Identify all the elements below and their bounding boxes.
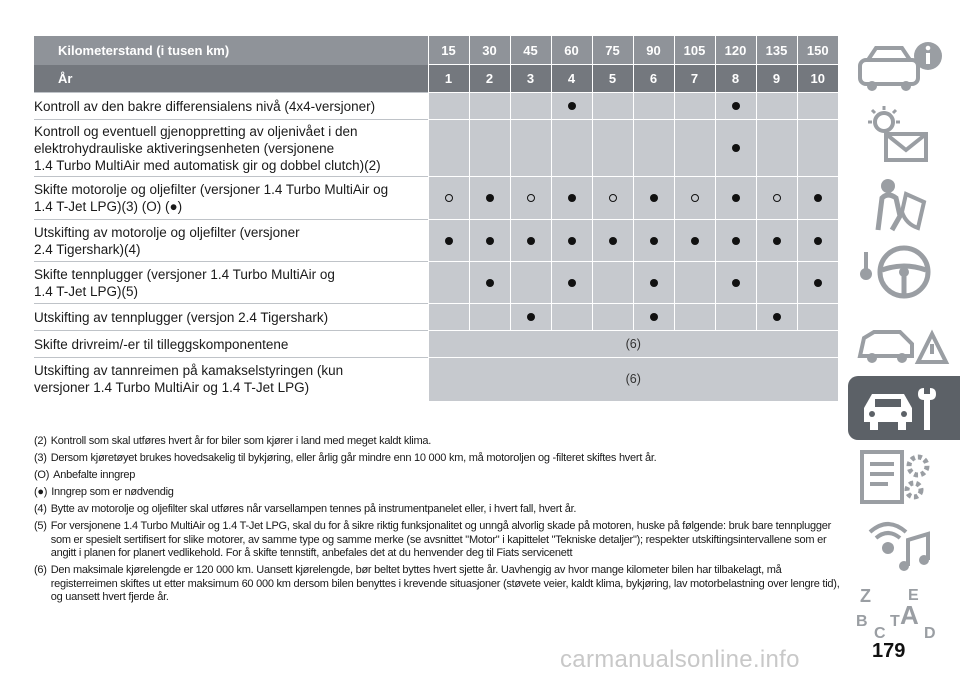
index-letter: C <box>874 625 886 642</box>
schedule-row <box>34 220 838 262</box>
interval-cell <box>551 262 592 304</box>
sidebar-item-multimedia[interactable] <box>848 512 960 576</box>
interval-cell <box>715 93 756 120</box>
footnote <box>34 520 844 561</box>
interval-cell <box>469 220 510 262</box>
interval-cell <box>674 262 715 304</box>
footnote-text: Dersom kjøretøyet brukes hovedsakelig til bykjøring, eller årlig går mindre enn 10 000 km, må motoroljen og -filteret skiftes hvert år. <box>50 452 657 464</box>
operation-description <box>34 358 428 401</box>
maintenance-icon <box>848 376 960 440</box>
interval-cell <box>633 177 674 220</box>
interval-cell <box>428 220 469 262</box>
footnote-marker: (6) <box>34 564 47 576</box>
footnote <box>34 486 844 500</box>
footnote <box>34 503 844 517</box>
description-line: 2.4 Tigershark)(4) <box>34 241 141 257</box>
interval-cell <box>428 120 469 177</box>
year-header-cell: 3 <box>510 65 551 93</box>
interval-cell <box>674 177 715 220</box>
description-line: Skifte tennplugger (versjoner 1.4 Turbo MultiAir og <box>34 266 335 282</box>
interval-cell <box>428 262 469 304</box>
operation-description <box>34 220 428 262</box>
index-icon <box>848 580 960 644</box>
interval-cell <box>510 120 551 177</box>
schedule-body <box>34 93 838 401</box>
interval-cell <box>592 304 633 331</box>
footnote <box>34 435 844 449</box>
schedule-row <box>34 262 838 304</box>
recommended-mark <box>773 194 781 202</box>
index-letter: T <box>890 613 900 630</box>
interval-cell <box>592 93 633 120</box>
recommended-mark <box>445 194 453 202</box>
interval-cell <box>510 304 551 331</box>
mileage-header-cell: 60 <box>551 36 592 65</box>
description-line: Kontroll av den bakre differensialens nivå (4x4-versjoner) <box>34 98 376 114</box>
interval-cell <box>797 262 838 304</box>
footnote-marker: (5) <box>34 520 47 532</box>
safety-icon <box>848 172 960 236</box>
interval-cell <box>633 262 674 304</box>
description-line: Utskifting av motorolje og oljefilter (versjoner <box>34 224 300 240</box>
year-header-cell: 5 <box>592 65 633 93</box>
interval-cell <box>592 220 633 262</box>
footnote-text: Anbefalte inngrep <box>53 469 136 481</box>
interval-cell <box>797 177 838 220</box>
operation-description <box>34 177 428 220</box>
required-mark <box>486 279 494 287</box>
interval-cell <box>756 304 797 331</box>
description-line: versjoner 1.4 Turbo MultiAir og 1.4 T-Jet LPG) <box>34 380 310 396</box>
required-mark <box>773 313 781 321</box>
footnote-text: Kontroll som skal utføres hvert år for biler som kjører i land med meget kaldt klima. <box>50 435 432 447</box>
year-header-cell: 6 <box>633 65 674 93</box>
interval-cell <box>756 120 797 177</box>
sidebar-item-maintenance[interactable] <box>848 376 960 440</box>
required-mark <box>568 237 576 245</box>
interval-cell <box>469 93 510 120</box>
operation-description <box>34 331 428 358</box>
required-mark <box>814 194 822 202</box>
interval-cell <box>592 120 633 177</box>
year-header-cell: 2 <box>469 65 510 93</box>
footnote-marker: (3) <box>34 452 47 464</box>
description-line: Skifte drivreim/-er til tilleggskomponentene <box>34 336 289 352</box>
interval-cell <box>592 262 633 304</box>
interval-cell <box>797 304 838 331</box>
interval-cell <box>551 177 592 220</box>
chapter-sidebar <box>848 36 960 660</box>
operation-description <box>34 120 428 177</box>
interval-cell <box>551 304 592 331</box>
multimedia-icon <box>848 512 960 576</box>
schedule-row <box>34 358 838 401</box>
interval-cell <box>510 93 551 120</box>
index-letter: D <box>924 625 936 642</box>
required-mark <box>445 237 453 245</box>
required-mark <box>732 102 740 110</box>
required-mark <box>527 237 535 245</box>
required-mark <box>650 313 658 321</box>
sidebar-item-index[interactable] <box>848 580 960 644</box>
required-mark <box>650 279 658 287</box>
interval-note-cell: (6) <box>428 358 838 401</box>
interval-cell <box>756 220 797 262</box>
schedule-row <box>34 93 838 120</box>
required-mark <box>527 313 535 321</box>
description-line: Kontroll og eventuell gjenoppretting av oljenivået i den <box>34 123 358 139</box>
footnote <box>34 564 844 605</box>
interval-cell <box>469 120 510 177</box>
required-mark <box>568 194 576 202</box>
required-mark <box>732 144 740 152</box>
interval-cell <box>592 177 633 220</box>
mileage-header-cell: 45 <box>510 36 551 65</box>
footnote-text: For versjonene 1.4 Turbo MultiAir og 1.4 T-Jet LPG, skal du for å sikre riktig funksjonalitet og unngå alvorlig skade på motoren, huske på følgende: bruk bare tennplugger som er spesielt sertifisert for slike motorer, av samme type og samme merke (se avsnittet "Motor" i kapittelet "Tekniske detaljer"); respekter utskiftingsintervallene som er angitt i planen for planert vedlikehold. For å skifte tennstift, anbefales det at du henvender deg til Fiats servicenett <box>50 520 832 559</box>
sidebar-item-safety[interactable] <box>848 172 960 236</box>
operation-description <box>34 262 428 304</box>
interval-cell <box>428 177 469 220</box>
footnote <box>34 469 844 483</box>
mileage-header-cell: 150 <box>797 36 838 65</box>
interval-cell <box>715 262 756 304</box>
interval-cell <box>633 93 674 120</box>
mileage-header-cell: 105 <box>674 36 715 65</box>
interval-cell <box>674 220 715 262</box>
year-header-cell: 9 <box>756 65 797 93</box>
car-info-icon <box>848 36 960 100</box>
schedule-row <box>34 304 838 331</box>
mileage-header-row <box>34 36 838 65</box>
year-header-row <box>34 65 838 93</box>
mileage-header-cell: 90 <box>633 36 674 65</box>
footnotes <box>34 435 844 608</box>
interval-cell <box>469 262 510 304</box>
interval-cell <box>674 93 715 120</box>
interval-cell <box>715 177 756 220</box>
required-mark <box>486 194 494 202</box>
description-line: 1.4 T-Jet LPG)(3) (O) (●) <box>34 199 183 214</box>
emergency-icon <box>848 308 960 372</box>
interval-cell <box>469 304 510 331</box>
interval-cell <box>551 120 592 177</box>
interval-cell <box>633 220 674 262</box>
required-mark <box>650 194 658 202</box>
interval-cell <box>428 93 469 120</box>
year-header-cell: 10 <box>797 65 838 93</box>
sidebar-item-car-info[interactable] <box>848 36 960 100</box>
interval-cell <box>797 93 838 120</box>
required-mark <box>486 237 494 245</box>
interval-cell <box>756 93 797 120</box>
steering-wheel-icon <box>848 240 960 304</box>
footnote-text: Den maksimale kjørelengde er 120 000 km. Uansett kjørelengde, bør beltet byttes hvert sjette år. Uavhengig av hvor mange kilometer bilen har tilbakelagt, må registerreimen skiftes ut etter maksimum 60 000 km dersom bilen benyttes i krevende situasjoner (støvete veier, kaldt klima, bykjøring, lav motorbelastning over lengre tid), og uansett hvert fjerde år. <box>50 564 840 603</box>
mileage-header-cell: 30 <box>469 36 510 65</box>
required-mark <box>650 237 658 245</box>
description-line: Utskifting av tennplugger (versjon 2.4 Tigershark) <box>34 309 329 325</box>
interval-cell <box>797 120 838 177</box>
mileage-header-label: Kilometerstand (i tusen km) <box>34 36 428 65</box>
required-mark <box>732 237 740 245</box>
page-number: 179 <box>872 640 906 662</box>
recommended-mark <box>691 194 699 202</box>
mileage-header-cell: 120 <box>715 36 756 65</box>
description-line: 1.4 T-Jet LPG)(5) <box>34 283 139 299</box>
description-line: 1.4 Turbo MultiAir med automatisk gir og dobbel clutch)(2) <box>34 157 381 173</box>
interval-cell <box>510 262 551 304</box>
interval-note-cell: (6) <box>428 331 838 358</box>
description-line: Utskifting av tannreimen på kamakselstyringen (kun <box>34 363 344 379</box>
interval-cell <box>715 120 756 177</box>
required-mark <box>814 279 822 287</box>
year-header-cell: 8 <box>715 65 756 93</box>
year-header-cell: 7 <box>674 65 715 93</box>
interval-cell <box>551 220 592 262</box>
interval-cell <box>756 177 797 220</box>
index-letter: E <box>908 587 919 604</box>
interval-cell <box>633 304 674 331</box>
sidebar-item-warning-lights[interactable] <box>848 104 960 168</box>
operation-description <box>34 93 428 120</box>
sidebar-item-driving[interactable] <box>848 240 960 304</box>
interval-cell <box>756 262 797 304</box>
interval-cell <box>715 304 756 331</box>
required-mark <box>732 279 740 287</box>
operation-description <box>34 304 428 331</box>
index-letter: Z <box>860 586 871 606</box>
footnote-marker: (O) <box>34 469 50 481</box>
required-mark <box>609 237 617 245</box>
interval-cell <box>674 304 715 331</box>
interval-cell <box>715 220 756 262</box>
description-line: elektrohydrauliske aktiveringsenheten (versjonene <box>34 140 335 156</box>
interval-cell <box>551 93 592 120</box>
index-letter: A <box>900 600 919 630</box>
required-mark <box>814 237 822 245</box>
footnote-text: Inngrep som er nødvendig <box>51 486 174 498</box>
mileage-header-cell: 15 <box>428 36 469 65</box>
sidebar-item-specifications[interactable] <box>848 444 960 508</box>
warning-lights-icon <box>848 104 960 168</box>
footnote <box>34 452 844 466</box>
footnote-marker: (4) <box>34 503 47 515</box>
required-mark <box>773 237 781 245</box>
schedule-row <box>34 177 838 220</box>
description-line: Skifte motorolje og oljefilter (versjoner 1.4 Turbo MultiAir og <box>34 182 389 197</box>
required-mark <box>568 102 576 110</box>
year-header-cell: 1 <box>428 65 469 93</box>
recommended-mark <box>609 194 617 202</box>
footnote-marker: (2) <box>34 435 47 447</box>
interval-cell <box>797 220 838 262</box>
specifications-icon <box>848 444 960 508</box>
maintenance-schedule-table <box>34 36 838 401</box>
footnote-marker: (●) <box>34 486 48 498</box>
required-mark <box>568 279 576 287</box>
required-mark <box>691 237 699 245</box>
schedule-row <box>34 331 838 358</box>
interval-cell <box>469 177 510 220</box>
footnote-text: Bytte av motorolje og oljefilter skal utføres når varsellampen tennes på instrumentpanelet eller, i hvert fall, hvert år. <box>50 503 577 515</box>
year-header-label: År <box>34 65 428 93</box>
required-mark <box>732 194 740 202</box>
interval-cell <box>674 120 715 177</box>
index-letter: B <box>856 613 868 630</box>
recommended-mark <box>527 194 535 202</box>
mileage-header-cell: 135 <box>756 36 797 65</box>
mileage-header-cell: 75 <box>592 36 633 65</box>
year-header-cell: 4 <box>551 65 592 93</box>
sidebar-item-emergency[interactable] <box>848 308 960 372</box>
interval-cell <box>633 120 674 177</box>
interval-cell <box>510 220 551 262</box>
schedule-row <box>34 120 838 177</box>
interval-cell <box>428 304 469 331</box>
interval-cell <box>510 177 551 220</box>
watermark: carmanualsonline.info <box>560 646 800 673</box>
